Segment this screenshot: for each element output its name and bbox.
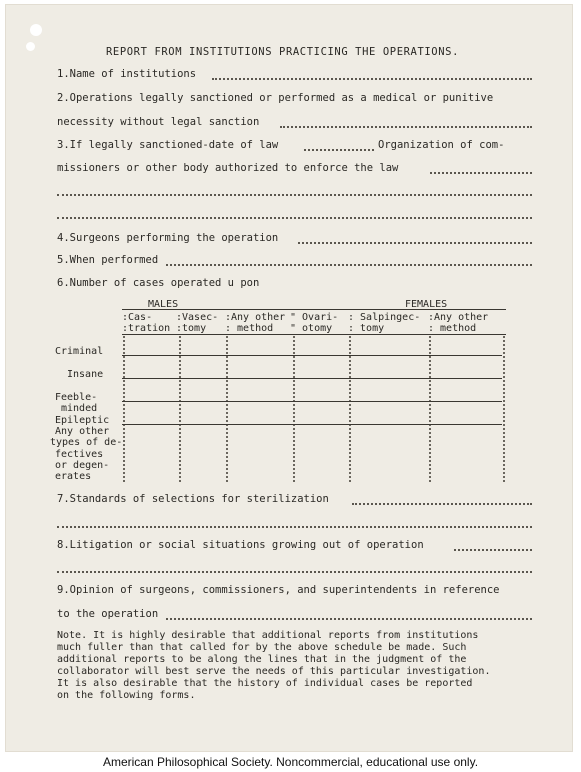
fill-line xyxy=(57,215,532,219)
table-rule xyxy=(122,401,502,402)
col-header-vasectomy-2: :tomy xyxy=(176,323,207,334)
col-header-salpingectomy-2: : tomy xyxy=(348,323,385,334)
col-header-vasectomy-1: :Vasec- xyxy=(176,312,219,323)
question-5: 5.When performed xyxy=(57,254,159,266)
punch-hole xyxy=(26,42,35,51)
question-8: 8.Litigation or social situations growing out of operation xyxy=(57,539,424,551)
row-label-other-4: or degen- xyxy=(55,460,110,471)
row-label-feeble-2: minded xyxy=(61,403,98,414)
column-separator xyxy=(429,336,431,482)
row-label-other-1: Any other xyxy=(55,426,110,437)
column-separator xyxy=(226,336,228,482)
col-header-any-other-male-2: : method xyxy=(225,323,274,334)
females-header: FEMALES xyxy=(405,299,448,310)
fill-line xyxy=(212,76,532,80)
fill-line xyxy=(166,262,532,266)
column-separator xyxy=(123,336,125,482)
question-2-line-1: 2.Operations legally sanctioned or performed as a medical or punitive xyxy=(57,92,494,104)
fill-line xyxy=(57,524,532,528)
col-header-any-other-male-1: :Any other xyxy=(225,312,286,323)
col-header-castration-1: :Cas- xyxy=(122,312,153,323)
table-rule xyxy=(122,355,502,356)
question-2-line-2: necessity without legal sanction xyxy=(57,116,260,128)
row-label-insane: Insane xyxy=(67,369,104,380)
fill-line xyxy=(298,240,532,244)
table-rule xyxy=(122,378,502,379)
punch-hole xyxy=(30,24,42,36)
fill-line xyxy=(454,547,532,551)
table-rule xyxy=(122,424,502,425)
fill-line xyxy=(304,147,374,151)
column-separator xyxy=(503,336,505,482)
fill-line xyxy=(57,192,532,196)
document-title: REPORT FROM INSTITUTIONS PRACTICING THE OPERATIONS. xyxy=(106,46,459,58)
column-separator xyxy=(349,336,351,482)
question-3-line-2: missioners or other body authorized to enforce the law xyxy=(57,162,399,174)
column-separator xyxy=(293,336,295,482)
row-label-criminal: Criminal xyxy=(55,346,104,357)
question-6: 6.Number of cases operated u pon xyxy=(57,277,260,289)
col-header-castration-2: :tration xyxy=(122,323,171,334)
row-label-feeble-1: Feeble- xyxy=(55,392,98,403)
table-rule xyxy=(122,334,506,335)
col-header-salpingectomy-1: : Salpingec- xyxy=(348,312,421,323)
fill-line xyxy=(166,616,532,620)
question-4: 4.Surgeons performing the operation xyxy=(57,232,279,244)
fill-line xyxy=(430,170,532,174)
row-label-other-5: erates xyxy=(55,471,92,482)
row-label-epileptic: Epileptic xyxy=(55,415,110,426)
footer-credit: American Philosophical Society. Noncommercial, educational use only. xyxy=(102,755,479,769)
table-rule xyxy=(122,309,506,310)
fill-line xyxy=(280,124,532,128)
males-header: MALES xyxy=(148,299,179,310)
note-paragraph: Note. It is highly desirable that additional reports from institutions much fuller than that called for by the above schedule be made. Such additional reports to be along the lines that in the judgment of the collaborator will best serve the needs of this particular investigation. It is also desirable that the history of individual cases be reported on the following forms. xyxy=(57,630,491,701)
question-1: 1.Name of institutions xyxy=(57,68,197,80)
col-header-ovariotomy-1: " Ovari- xyxy=(290,312,339,323)
col-header-ovariotomy-2: " otomy xyxy=(290,323,333,334)
fill-line xyxy=(352,501,532,505)
question-7: 7.Standards of selections for sterilization xyxy=(57,493,329,505)
fill-line xyxy=(57,569,532,573)
question-9-line-1: 9.Opinion of surgeons, commissioners, and superintendents in reference xyxy=(57,584,500,596)
col-header-any-other-female-2: : method xyxy=(428,323,477,334)
column-separator xyxy=(179,336,181,482)
question-3-line-1-right: Organization of com- xyxy=(378,139,505,151)
col-header-any-other-female-1: :Any other xyxy=(428,312,489,323)
row-label-other-2: types of de- xyxy=(50,437,123,448)
question-9-line-2: to the operation xyxy=(57,608,159,620)
row-label-other-3: fectives xyxy=(55,449,104,460)
question-3-line-1: 3.If legally sanctioned-date of law xyxy=(57,139,279,151)
